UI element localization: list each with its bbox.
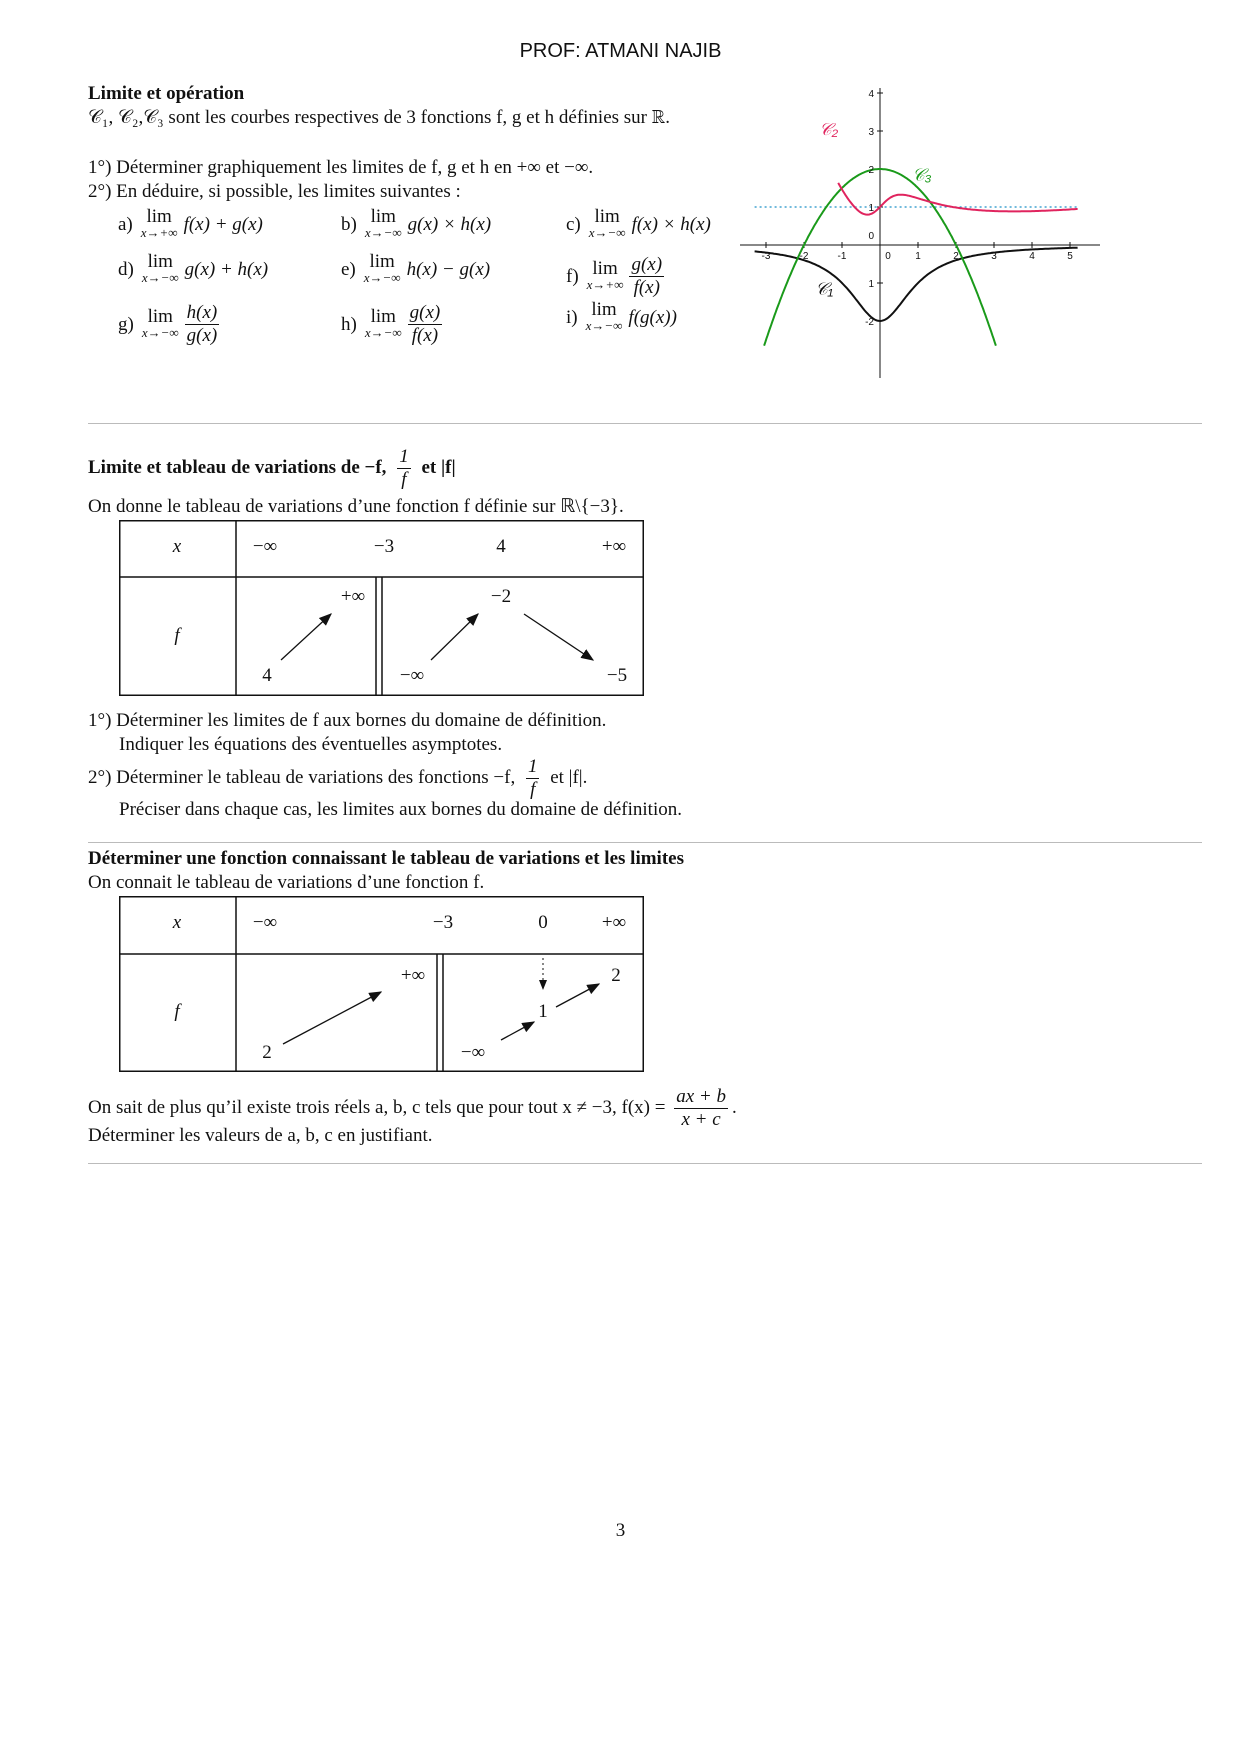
fx-fraction bbox=[674, 1086, 728, 1131]
function-graph bbox=[740, 88, 1100, 378]
limit-item bbox=[118, 206, 263, 241]
lim-subscript: x→−∞ bbox=[364, 324, 402, 340]
lim-word: lim bbox=[147, 305, 173, 327]
heading-fraction bbox=[397, 446, 411, 491]
limit-label: a) bbox=[118, 214, 133, 235]
limit-item bbox=[566, 206, 711, 241]
limit-expression: g(x) × h(x) bbox=[407, 214, 492, 235]
limit-label: i) bbox=[566, 307, 578, 328]
limit-item bbox=[566, 254, 664, 299]
x-tick-label: -2 bbox=[799, 251, 809, 262]
limit-label: c) bbox=[566, 214, 581, 235]
fraction-numerator: g(x) bbox=[409, 302, 441, 323]
table-1-f-value: +∞ bbox=[340, 586, 366, 607]
curve-label-c1: 𝒞₁ bbox=[815, 279, 834, 299]
y-tick-label: 3 bbox=[868, 127, 874, 138]
text1-post: . bbox=[731, 1096, 737, 1118]
fraction-numerator: h(x) bbox=[186, 302, 218, 323]
y-tick-label: 0 bbox=[868, 231, 874, 242]
table-2-f-value: −∞ bbox=[460, 1042, 486, 1063]
x-tick-label: 2 bbox=[953, 251, 959, 262]
lim-word: lim bbox=[370, 206, 396, 227]
limit-expression: f(x) + g(x) bbox=[183, 214, 263, 235]
x-tick-label: 1 bbox=[915, 251, 921, 262]
arrow-up bbox=[283, 992, 381, 1044]
table-1-f-label: f bbox=[174, 625, 180, 646]
q2-fraction bbox=[526, 756, 540, 801]
table-2-x-value: −3 bbox=[432, 912, 454, 933]
divider bbox=[88, 842, 1202, 843]
lim-word: lim bbox=[147, 251, 173, 272]
section2-intro: On donne le tableau de variations d’une fonction f définie sur ℝ\{−3}. bbox=[88, 496, 624, 517]
section2-question2 bbox=[88, 756, 587, 801]
x-tick-label: 5 bbox=[1067, 251, 1073, 262]
y-tick-label: 2 bbox=[868, 165, 874, 176]
table-2-f-value: 2 bbox=[262, 1042, 272, 1063]
lim-subscript: x→−∞ bbox=[364, 225, 402, 240]
table-2-x-value: +∞ bbox=[601, 912, 627, 933]
limit-item bbox=[341, 302, 442, 347]
table-2-lines bbox=[119, 896, 644, 1072]
arrow-up bbox=[431, 614, 478, 660]
fraction-numerator: g(x) bbox=[631, 254, 663, 275]
limit-label: h) bbox=[341, 313, 357, 335]
limit-fraction bbox=[408, 302, 443, 347]
limit-fraction bbox=[629, 254, 664, 299]
q2-post: et |f|. bbox=[545, 766, 588, 788]
fraction-denominator: g(x) bbox=[186, 325, 218, 346]
section2-heading-pre: Limite et tableau de variations de −f, bbox=[88, 456, 392, 478]
table-1-x-value: +∞ bbox=[601, 536, 627, 557]
fraction-denominator: f bbox=[401, 469, 407, 490]
limit-operator bbox=[140, 206, 178, 241]
table-2-x-label: x bbox=[172, 912, 182, 933]
x-tick-label: -1 bbox=[837, 251, 847, 262]
limit-label: b) bbox=[341, 214, 357, 235]
x-tick-label: 4 bbox=[1029, 251, 1035, 262]
fraction-numerator: ax + b bbox=[676, 1086, 726, 1107]
arrow-up bbox=[556, 984, 599, 1007]
lim-subscript: x→−∞ bbox=[585, 318, 623, 333]
limit-expression: h(x) − g(x) bbox=[406, 259, 491, 280]
limit-operator bbox=[586, 257, 624, 293]
limit-item bbox=[566, 299, 677, 334]
table-1-x-value: 4 bbox=[496, 536, 506, 557]
table-1-f-value: −2 bbox=[490, 586, 512, 607]
table-2-x-value: 0 bbox=[538, 912, 548, 933]
curve-label-c3: 𝒞₃ bbox=[912, 165, 932, 185]
table-1-f-value: −∞ bbox=[399, 665, 425, 686]
lim-subscript: x→−∞ bbox=[141, 324, 179, 340]
lim-subscript: x→+∞ bbox=[586, 276, 624, 292]
y-tick-label: 1 bbox=[868, 203, 874, 214]
section1-intro: 𝒞₁, 𝒞₂,𝒞₃ sont les courbes respectives de 3 fonctions f, g et h définies sur ℝ. bbox=[88, 107, 670, 128]
table-1-x-label: x bbox=[172, 536, 182, 557]
lim-word: lim bbox=[594, 206, 620, 227]
table-2-f-value: +∞ bbox=[400, 965, 426, 986]
table-1-x-value: −3 bbox=[373, 536, 395, 557]
limit-item bbox=[341, 251, 491, 286]
fraction-denominator: f(x) bbox=[411, 325, 439, 346]
table-2-f-value: 1 bbox=[538, 1001, 548, 1022]
divider bbox=[88, 423, 1202, 424]
table-1-f-value: −5 bbox=[606, 665, 628, 686]
section2-question2b: Préciser dans chaque cas, les limites aux bornes du domaine de définition. bbox=[119, 799, 682, 820]
limit-fraction bbox=[185, 302, 220, 347]
section2-question1: 1°) Déterminer les limites de f aux bornes du domaine de définition. bbox=[88, 710, 607, 731]
variation-table-2 bbox=[119, 896, 644, 1072]
section3-text2: Déterminer les valeurs de a, b, c en justifiant. bbox=[88, 1125, 433, 1146]
y-tick-label: -2 bbox=[865, 317, 874, 328]
lim-word: lim bbox=[370, 305, 396, 327]
limit-operator bbox=[141, 251, 179, 286]
limit-label: g) bbox=[118, 313, 134, 335]
x-tick-label: 0 bbox=[885, 251, 891, 262]
lim-word: lim bbox=[146, 206, 172, 227]
x-tick-label: -3 bbox=[761, 251, 771, 262]
section1-heading: Limite et opération bbox=[88, 83, 245, 104]
lim-subscript: x→−∞ bbox=[141, 270, 179, 285]
limit-item bbox=[341, 206, 492, 241]
section2-heading bbox=[88, 446, 456, 491]
table-1-f-value: 4 bbox=[262, 665, 272, 686]
y-tick-label: 1 bbox=[868, 279, 874, 290]
x-tick-label: 3 bbox=[991, 251, 997, 262]
arrow-up bbox=[281, 614, 331, 660]
table-2-f-value: 2 bbox=[611, 965, 621, 986]
limit-operator bbox=[364, 206, 402, 241]
fraction-denominator: f(x) bbox=[633, 277, 660, 298]
divider bbox=[88, 1163, 1202, 1164]
limit-operator bbox=[141, 305, 179, 341]
arrow-up bbox=[501, 1022, 534, 1040]
section3-heading: Déterminer une fonction connaissant le tableau de variations et les limites bbox=[88, 848, 684, 869]
table-2-f-label: f bbox=[174, 1001, 180, 1022]
table-2-x-value: −∞ bbox=[252, 912, 278, 933]
section1-question1: 1°) Déterminer graphiquement les limites de f, g et h en +∞ et −∞. bbox=[88, 157, 594, 178]
limit-operator bbox=[585, 299, 623, 334]
lim-subscript: x→+∞ bbox=[140, 225, 178, 240]
limit-item bbox=[118, 302, 219, 347]
limit-expression: g(x) + h(x) bbox=[184, 259, 269, 280]
section3-intro: On connait le tableau de variations d’une fonction f. bbox=[88, 872, 485, 893]
lim-word: lim bbox=[592, 257, 618, 279]
limit-label: f) bbox=[566, 265, 579, 287]
page-title: PROF: ATMANI NAJIB bbox=[519, 40, 722, 62]
text1-pre: On sait de plus qu’il existe trois réels a, b, c tels que pour tout x ≠ −3, f(x) = bbox=[88, 1096, 671, 1118]
limit-expression: f(g(x)) bbox=[628, 307, 677, 328]
limit-operator bbox=[364, 305, 402, 341]
lim-word: lim bbox=[369, 251, 395, 272]
limit-label: d) bbox=[118, 259, 134, 280]
y-tick-label: 4 bbox=[868, 89, 874, 100]
fraction-numerator: 1 bbox=[399, 446, 409, 467]
limit-operator bbox=[363, 251, 401, 286]
lim-subscript: x→−∞ bbox=[588, 225, 626, 240]
q2-pre: 2°) Déterminer le tableau de variations des fonctions −f, bbox=[88, 766, 520, 788]
section2-heading-post: et |f| bbox=[416, 456, 456, 478]
section1-question2: 2°) En déduire, si possible, les limites suivantes : bbox=[88, 181, 461, 202]
limit-item bbox=[118, 251, 269, 286]
limit-operator bbox=[588, 206, 626, 241]
limit-label: e) bbox=[341, 259, 356, 280]
page-number: 3 bbox=[615, 1520, 626, 1541]
section2-question1b: Indiquer les équations des éventuelles asymptotes. bbox=[119, 734, 503, 755]
table-1-x-value: −∞ bbox=[252, 536, 278, 557]
fraction-denominator: x + c bbox=[681, 1109, 721, 1130]
fraction-denominator: f bbox=[530, 779, 536, 800]
variation-table-1 bbox=[119, 520, 644, 696]
fraction-numerator: 1 bbox=[527, 756, 538, 777]
lim-subscript: x→−∞ bbox=[363, 270, 401, 285]
curve-label-c2: 𝒞₂ bbox=[819, 119, 839, 139]
limit-expression: f(x) × h(x) bbox=[631, 214, 711, 235]
lim-word: lim bbox=[591, 299, 617, 320]
arrow-down bbox=[524, 614, 593, 660]
curve-c2 bbox=[838, 183, 1077, 215]
